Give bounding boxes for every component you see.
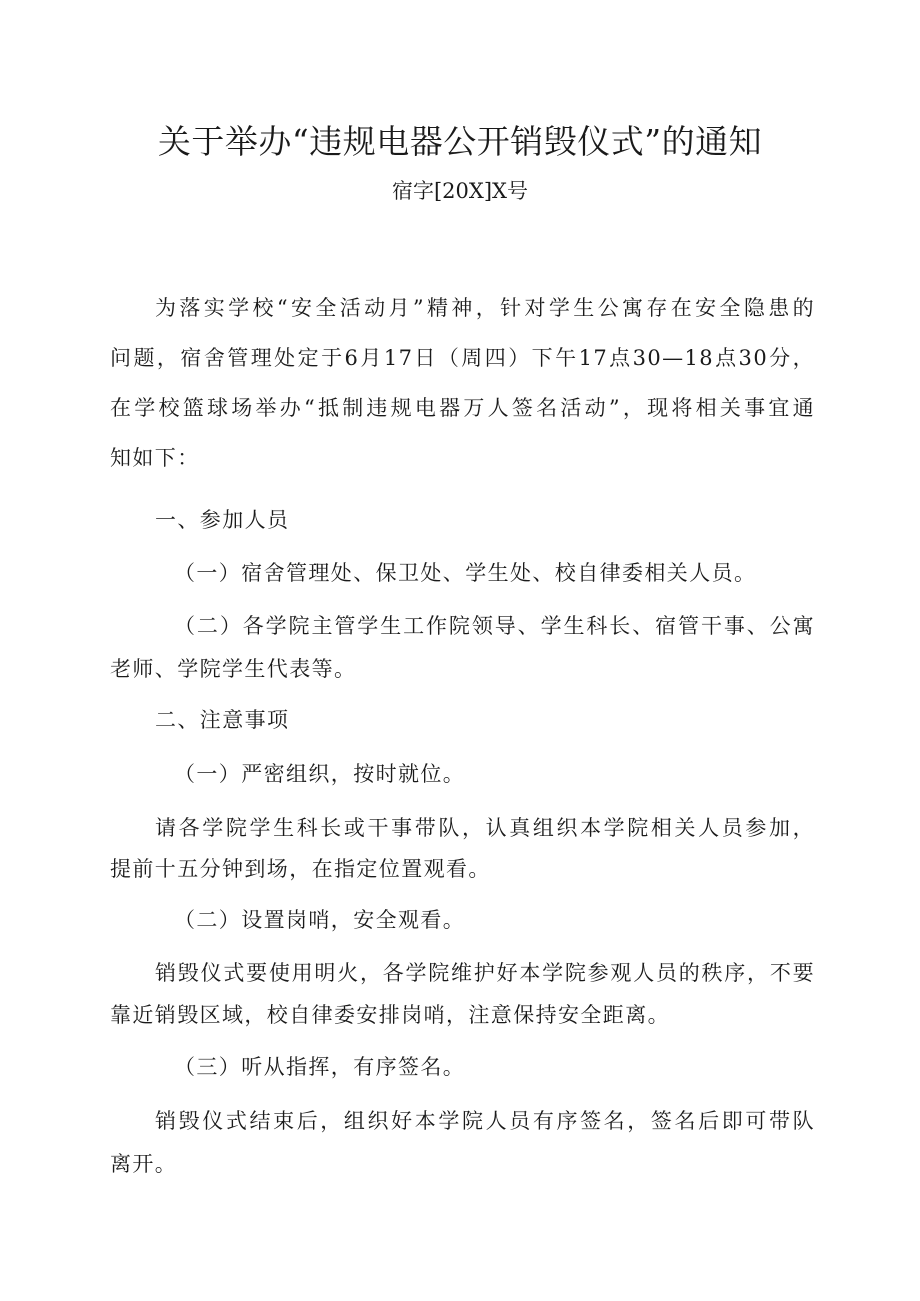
intro-line: 知如下： xyxy=(110,446,200,470)
document-title: 关于举办“违规电器公开销毁仪式”的通知 xyxy=(157,122,763,161)
section-heading-participants: 一、参加人员 xyxy=(155,508,290,532)
notes-sub1-body-line: 请各学院学生科长或干事带队，认真组织本学院相关人员参加， xyxy=(155,816,815,840)
document-number: 宿字[20X]X号 xyxy=(391,179,528,203)
notes-sub1-body-line: 提前十五分钟到场，在指定位置观看。 xyxy=(110,857,491,881)
notes-sub2-heading: （二）设置岗哨，安全观看。 xyxy=(174,908,466,932)
notes-sub2-body-line: 销毁仪式要使用明火，各学院维护好本学院参观人员的秩序，不要 xyxy=(155,961,815,985)
intro-line: 为落实学校“安全活动月”精神，针对学生公寓存在安全隐患的 xyxy=(155,296,815,320)
participants-item-2-line: 老师、学院学生代表等。 xyxy=(110,657,357,681)
notes-sub3-heading: （三）听从指挥，有序签名。 xyxy=(174,1055,466,1079)
notes-sub2-body-line: 靠近销毁区域，校自律委安排岗哨，注意保持安全距离。 xyxy=(110,1003,670,1027)
intro-line: 在学校篮球场举办“抵制违规电器万人签名活动”，现将相关事宜通 xyxy=(110,396,815,420)
intro-line: 问题，宿舍管理处定于6月17日（周四）下午17点30—18点30分， xyxy=(110,346,815,370)
notes-sub3-body-line: 离开。 xyxy=(110,1152,178,1176)
notes-sub1-heading: （一）严密组织，按时就位。 xyxy=(174,762,466,786)
participants-item-2-line: （二）各学院主管学生工作院领导、学生科长、宿管干事、公寓 xyxy=(174,614,815,638)
notes-sub3-body-line: 销毁仪式结束后，组织好本学院人员有序签名，签名后即可带队 xyxy=(155,1109,815,1133)
section-heading-notes: 二、注意事项 xyxy=(155,708,290,732)
participants-item-1: （一）宿舍管理处、保卫处、学生处、校自律委相关人员。 xyxy=(174,561,757,585)
